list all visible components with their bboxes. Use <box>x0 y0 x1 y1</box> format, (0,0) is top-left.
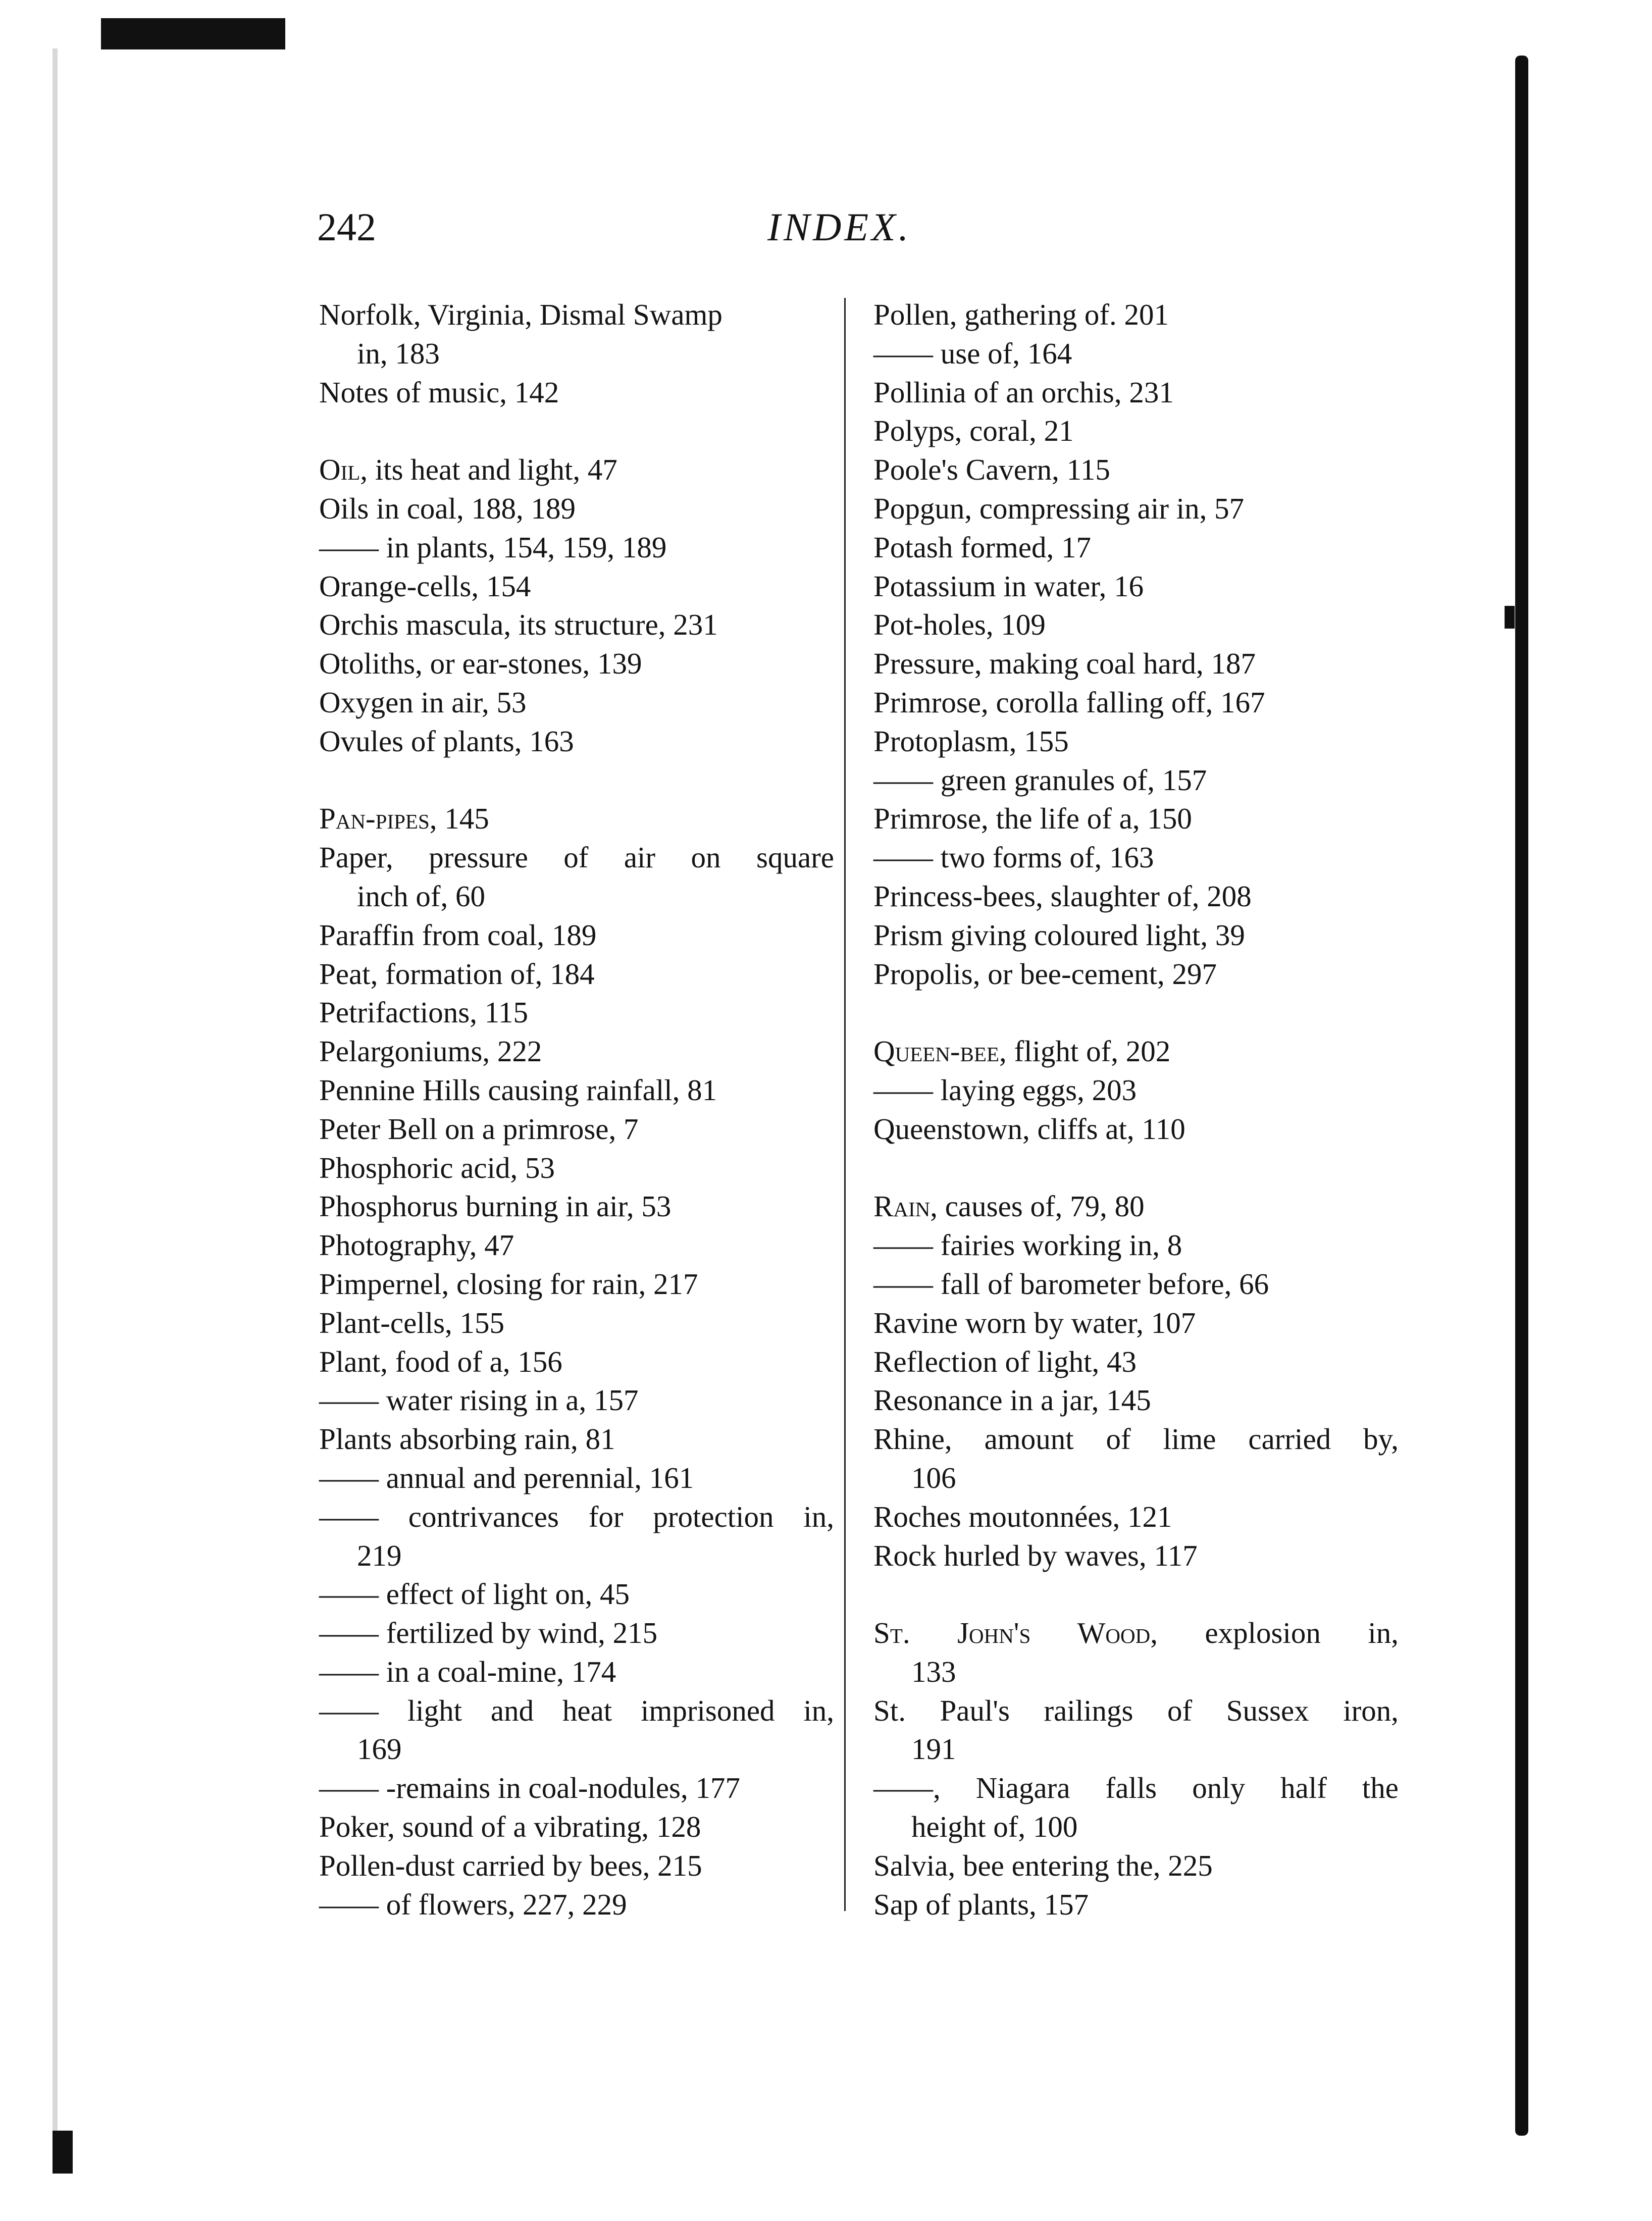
index-entry <box>873 1846 1399 1885</box>
index-entry <box>319 373 834 412</box>
entry-text: Prism giving coloured light, 39 <box>873 918 1245 952</box>
index-entry <box>319 955 834 994</box>
index-entry <box>873 1304 1399 1342</box>
entry-text: Popgun, compressing air in, 57 <box>873 491 1245 525</box>
index-entry <box>319 1420 834 1459</box>
index-entry <box>873 528 1399 567</box>
entry-text: Phosphorus burning in air, 53 <box>319 1190 672 1223</box>
index-entry <box>319 722 834 761</box>
index-entry <box>873 489 1399 528</box>
index-entry <box>873 1497 1399 1536</box>
index-entry <box>319 916 834 955</box>
entry-text: inch of, 60 <box>357 879 485 913</box>
entry-text: Orchis mascula, its structure, 231 <box>319 608 718 642</box>
entry-text: Oils in coal, 188, 189 <box>319 491 576 525</box>
index-entry <box>873 1187 1399 1226</box>
index-entry <box>319 1381 834 1420</box>
index-entry <box>873 605 1399 644</box>
entry-text: Pollen, gathering of. 201 <box>873 298 1169 331</box>
entry-text: Roches moutonnées, 121 <box>873 1500 1172 1533</box>
entry-text: Rhine, amount of lime carried by, <box>873 1422 1399 1456</box>
page-title: INDEX. <box>767 205 912 249</box>
column-divider <box>844 298 846 1911</box>
entry-text: Otoliths, or ear-stones, 139 <box>319 647 642 681</box>
index-entry <box>319 1846 834 1885</box>
entry-text: Pimpernel, closing for rain, 217 <box>319 1267 698 1301</box>
entry-text: Paper, pressure of air on square <box>319 841 834 874</box>
index-entry <box>319 567 834 606</box>
section-spacer <box>319 411 834 450</box>
index-entry <box>319 993 834 1032</box>
entry-text: Pelargoniums, 222 <box>319 1035 542 1068</box>
entry-text: Poker, sound of a vibrating, 128 <box>319 1810 701 1844</box>
index-entry <box>319 1885 834 1924</box>
scan-artifact-right-notch <box>1505 606 1515 629</box>
index-entry <box>319 1652 834 1691</box>
entry-text: , its heat and light, 47 <box>360 453 617 487</box>
entry-text: Primrose, corolla falling off, 167 <box>873 685 1265 719</box>
entry-text: St. Paul's railings of Sussex iron, <box>873 1693 1399 1727</box>
entry-text: —— use of, 164 <box>873 336 1072 370</box>
entry-text: —— in plants, 154, 159, 189 <box>319 530 667 564</box>
index-entry <box>319 1807 834 1846</box>
index-entry <box>319 1536 834 1575</box>
entry-text: Salvia, bee entering the, 225 <box>873 1848 1213 1882</box>
entry-text: Pot-holes, 109 <box>873 608 1046 642</box>
index-entry <box>873 1614 1399 1652</box>
index-entry <box>873 916 1399 955</box>
entry-text: Propolis, or bee-cement, 297 <box>873 957 1217 991</box>
entry-text: Plants absorbing rain, 81 <box>319 1422 615 1456</box>
index-entry <box>873 295 1399 334</box>
entry-text: Paraffin from coal, 189 <box>319 918 597 952</box>
entry-text: Poole's Cavern, 115 <box>873 453 1110 487</box>
index-entry <box>319 683 834 722</box>
index-entry <box>319 799 834 838</box>
index-entry <box>873 722 1399 761</box>
section-spacer <box>319 761 834 800</box>
page-number: 242 <box>317 205 376 249</box>
entry-text: Pollinia of an orchis, 231 <box>873 375 1174 409</box>
entry-text: ——, Niagara falls only half the <box>873 1771 1399 1805</box>
index-entry <box>319 1304 834 1342</box>
entry-text: Peter Bell on a primrose, 7 <box>319 1112 639 1146</box>
entry-text: Ravine worn by water, 107 <box>873 1306 1196 1339</box>
index-entry <box>873 1071 1399 1110</box>
scan-artifact-left-edge <box>53 48 58 2169</box>
entry-text: —— fairies working in, 8 <box>873 1228 1182 1262</box>
index-entry <box>319 1149 834 1187</box>
entry-text: —— in a coal-mine, 174 <box>319 1655 616 1688</box>
entry-text: Potash formed, 17 <box>873 530 1091 564</box>
entry-text: —— light and heat imprisoned in, <box>319 1693 834 1727</box>
scan-artifact-left-block <box>53 2131 73 2174</box>
index-entry <box>319 1342 834 1381</box>
index-entry <box>319 605 834 644</box>
index-entry <box>319 1691 834 1730</box>
entry-text: —— fertilized by wind, 215 <box>319 1616 658 1650</box>
entry-text: Photography, 47 <box>319 1228 514 1262</box>
index-entry <box>873 1032 1399 1071</box>
entry-text: —— two forms of, 163 <box>873 841 1154 874</box>
entry-text: 219 <box>357 1538 402 1572</box>
entry-text: Plant, food of a, 156 <box>319 1345 562 1378</box>
index-entry <box>873 1265 1399 1304</box>
entry-text: —— annual and perennial, 161 <box>319 1461 694 1494</box>
entry-text: Notes of music, 142 <box>319 375 559 409</box>
entry-text: , 145 <box>429 802 489 836</box>
section-spacer <box>873 993 1399 1032</box>
entry-lead-word: Rain <box>873 1190 931 1223</box>
entry-text: , causes of, 79, 80 <box>930 1190 1145 1223</box>
entry-text: —— green granules of, 157 <box>873 763 1207 797</box>
entry-text: —— fall of barometer before, 66 <box>873 1267 1269 1301</box>
index-entry <box>319 838 834 877</box>
entry-text: Norfolk, Virginia, Dismal Swamp <box>319 298 722 331</box>
entry-text: Ovules of plants, 163 <box>319 724 574 758</box>
entry-text: —— water rising in a, 157 <box>319 1383 639 1417</box>
index-entry <box>873 877 1399 916</box>
index-entry <box>873 838 1399 877</box>
scan-artifact-right-bar <box>1515 56 1528 2136</box>
entry-text: —— effect of light on, 45 <box>319 1577 630 1611</box>
index-entry <box>873 1730 1399 1769</box>
entry-text: in, 183 <box>357 336 440 370</box>
index-entry <box>873 761 1399 800</box>
index-entry <box>319 1226 834 1265</box>
entry-text: —— -remains in coal-nodules, 177 <box>319 1771 741 1805</box>
entry-lead-word: Pan-pipes <box>319 802 430 836</box>
entry-text: Potassium in water, 16 <box>873 569 1144 603</box>
entry-text: Primrose, the life of a, 150 <box>873 802 1192 836</box>
index-entry <box>873 1536 1399 1575</box>
index-entry <box>319 1730 834 1769</box>
entry-text: Pennine Hills causing rainfall, 81 <box>319 1073 717 1107</box>
section-spacer <box>873 1575 1399 1614</box>
entry-text: —— laying eggs, 203 <box>873 1073 1137 1107</box>
entry-text: Orange-cells, 154 <box>319 569 531 603</box>
index-entry <box>319 1187 834 1226</box>
index-entry <box>873 411 1399 450</box>
entry-text: 191 <box>911 1732 956 1766</box>
index-entry <box>873 1652 1399 1691</box>
entry-lead-word: Oil <box>319 453 360 487</box>
entry-text: Peat, formation of, 184 <box>319 957 595 991</box>
index-entry <box>319 1614 834 1652</box>
section-spacer <box>873 1149 1399 1187</box>
index-entry <box>319 334 834 373</box>
index-entry <box>873 683 1399 722</box>
index-entry <box>873 1342 1399 1381</box>
index-column-right <box>873 295 1399 1924</box>
index-entry <box>319 877 834 916</box>
index-entry <box>319 1071 834 1110</box>
index-entry <box>319 528 834 567</box>
index-entry <box>873 1885 1399 1924</box>
entry-text: Queenstown, cliffs at, 110 <box>873 1112 1185 1146</box>
entry-text: Plant-cells, 155 <box>319 1306 505 1339</box>
index-entry <box>319 1497 834 1536</box>
index-entry <box>873 373 1399 412</box>
index-entry <box>319 1769 834 1807</box>
entry-text: 106 <box>911 1461 956 1494</box>
entry-text: , flight of, 202 <box>999 1035 1171 1068</box>
index-entry <box>319 1459 834 1497</box>
entry-text: —— contrivances for protection in, <box>319 1500 834 1533</box>
index-entry <box>873 1459 1399 1497</box>
index-entry <box>873 1807 1399 1846</box>
index-entry <box>873 450 1399 489</box>
entry-text: height of, 100 <box>911 1810 1078 1844</box>
index-entry <box>873 1381 1399 1420</box>
entry-text: —— of flowers, 227, 229 <box>319 1887 627 1921</box>
index-entry <box>873 955 1399 994</box>
index-entry <box>873 1420 1399 1459</box>
entry-text: Phosphoric acid, 53 <box>319 1151 555 1184</box>
index-entry <box>319 1110 834 1149</box>
entry-text: Pressure, making coal hard, 187 <box>873 647 1256 681</box>
index-entry <box>873 1691 1399 1730</box>
entry-text: Resonance in a jar, 145 <box>873 1383 1151 1417</box>
entry-text: Protoplasm, 155 <box>873 724 1069 758</box>
entry-text: Rock hurled by waves, 117 <box>873 1538 1198 1572</box>
entry-text: , explosion in, <box>1150 1616 1399 1650</box>
index-entry <box>873 567 1399 606</box>
entry-text: 133 <box>911 1655 956 1688</box>
index-column-left <box>319 295 834 1924</box>
index-entry <box>319 489 834 528</box>
index-entry <box>319 295 834 334</box>
entry-text: Princess-bees, slaughter of, 208 <box>873 879 1252 913</box>
index-entry <box>873 334 1399 373</box>
entry-text: Reflection of light, 43 <box>873 1345 1137 1378</box>
index-entry <box>873 644 1399 683</box>
index-entry <box>873 799 1399 838</box>
entry-text: 169 <box>357 1732 402 1766</box>
entry-lead-word: St. John's Wood <box>873 1616 1151 1650</box>
entry-text: Pollen-dust carried by bees, 215 <box>319 1848 702 1882</box>
scan-artifact-top-bar <box>101 18 285 49</box>
index-entry <box>873 1226 1399 1265</box>
entry-text: Polyps, coral, 21 <box>873 414 1074 448</box>
entry-text: Sap of plants, 157 <box>873 1887 1089 1921</box>
index-entry <box>319 644 834 683</box>
index-entry <box>319 1575 834 1614</box>
index-entry <box>319 1032 834 1071</box>
entry-lead-word: Queen-bee <box>873 1035 999 1068</box>
index-entry <box>319 450 834 489</box>
entry-text: Petrifactions, 115 <box>319 996 529 1029</box>
index-entry <box>873 1110 1399 1149</box>
entry-text: Oxygen in air, 53 <box>319 685 527 719</box>
index-entry <box>319 1265 834 1304</box>
index-entry <box>873 1769 1399 1807</box>
